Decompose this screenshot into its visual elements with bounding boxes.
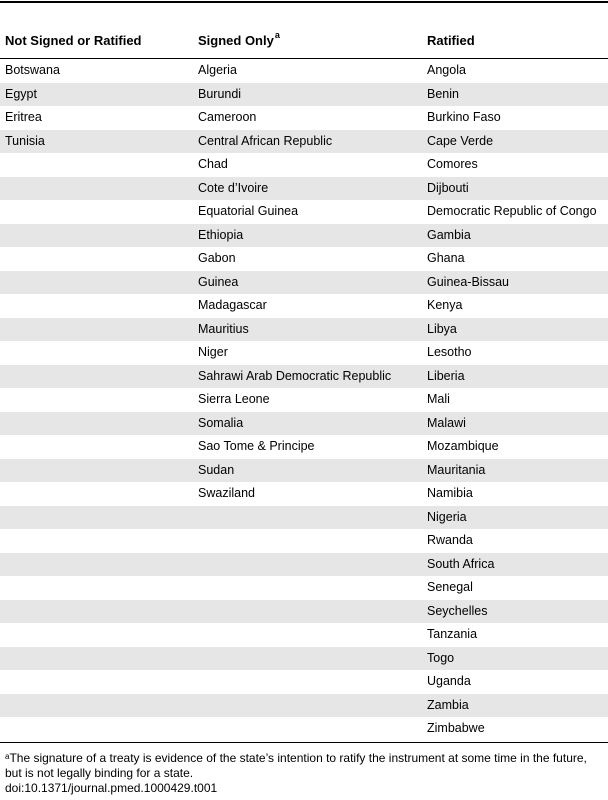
ratified-cell: Burkino Faso [427,110,501,124]
table-row [0,529,608,553]
ratified-cell: Seychelles [427,603,488,618]
doi-text: doi:10.1371/journal.pmed.1000429.t001 [5,781,218,795]
signed-only-cell: Chad [198,157,228,171]
table-row [0,365,608,389]
ratified-cell: Rwanda [427,533,473,547]
signed-only-cell: Central African Republic [198,133,333,148]
top-rule [0,1,608,3]
table-row [0,106,608,130]
table-body [0,59,608,741]
signed-only-cell: Equatorial Guinea [198,204,299,218]
table-row [0,482,608,506]
ratified-cell: Malawi [427,415,466,430]
table-row [0,130,608,154]
signed-only-cell: Burundi [198,86,242,101]
not-signed-cell: Eritrea [5,110,42,124]
header-signed-only [198,30,280,48]
ratified-cell: Cape Verde [427,133,494,148]
ratified-cell: Mozambique [427,439,499,453]
signed-only-cell: Gabon [198,251,236,265]
table-row [0,247,608,271]
header-ratified: Ratified [427,33,475,48]
header-signed-only-label: Signed Only [198,33,274,48]
ratified-cell: Liberia [427,368,465,383]
ratified-cell: Zambia [427,697,469,712]
ratified-cell: Angola [427,63,466,77]
ratified-cell: Dijbouti [427,180,469,195]
table-row [0,694,608,718]
ratified-cell: Mali [427,392,450,406]
signed-only-cell: Algeria [198,63,237,77]
ratified-cell: Uganda [427,674,471,688]
ratified-cell: Benin [427,86,459,101]
ratified-cell: Tanzania [427,627,478,641]
not-signed-cell: Botswana [5,63,60,77]
not-signed-cell: Tunisia [5,133,45,148]
ratified-cell: Togo [427,650,455,665]
ratified-cell: Ghana [427,251,465,265]
ratified-cell: Kenya [427,298,463,312]
table-row [0,200,608,224]
table-row [0,576,608,600]
table-row [0,647,608,671]
table-row [0,153,608,177]
ratified-cell: Zimbabwe [427,721,485,735]
ratified-cell: Democratic Republic of Congo [427,204,597,218]
bottom-rule [0,742,608,743]
signed-only-cell: Niger [198,345,228,359]
signed-only-cell: Ethiopia [198,227,244,242]
table-row [0,412,608,436]
signed-only-cell: Sao Tome & Principe [198,439,315,453]
footnote-text: The signature of a treaty is evidence of the state’s intention to ratify the instrument at some time in the future, but is not legally binding for a state. [5,751,587,780]
signed-only-cell: Sahrawi Arab Democratic Republic [198,368,392,383]
ratified-cell: Gambia [427,227,471,242]
not-signed-cell: Egypt [5,86,37,101]
header-not-signed: Not Signed or Ratified [5,33,142,48]
table-row [0,388,608,412]
table-row [0,271,608,295]
table-row [0,294,608,318]
signed-only-cell: Swaziland [198,486,255,500]
signed-only-cell: Cameroon [198,110,257,124]
signed-only-cell: Madagascar [198,298,267,312]
table-row [0,83,608,107]
ratified-cell: Mauritania [427,462,486,477]
ratified-cell: Lesotho [427,345,472,359]
ratified-cell: Senegal [427,580,473,594]
ratified-cell: Namibia [427,486,473,500]
table-row [0,459,608,483]
table-footnote [5,751,605,781]
table-row [0,318,608,342]
table-row [0,600,608,624]
ratified-cell: Guinea-Bissau [427,274,509,289]
table-row [0,341,608,365]
footnote-marker: a [5,752,10,761]
table-row [0,224,608,248]
ratified-cell: Libya [427,321,457,336]
table-row [0,717,608,741]
table-row [0,506,608,530]
header-footnote-marker: a [274,30,280,40]
signed-only-cell: Cote d’Ivoire [198,180,269,195]
signed-only-cell: Guinea [198,274,239,289]
table-row [0,177,608,201]
signed-only-cell: Sierra Leone [198,392,270,406]
signed-only-cell: Somalia [198,415,244,430]
table-row [0,435,608,459]
table-row [0,59,608,83]
ratified-cell: South Africa [427,556,495,571]
table-row [0,553,608,577]
ratified-cell: Comores [427,157,478,171]
signed-only-cell: Sudan [198,462,235,477]
table-row [0,623,608,647]
signed-only-cell: Mauritius [198,321,249,336]
table-header [0,30,608,52]
table-row [0,670,608,694]
ratified-cell: Nigeria [427,509,467,524]
